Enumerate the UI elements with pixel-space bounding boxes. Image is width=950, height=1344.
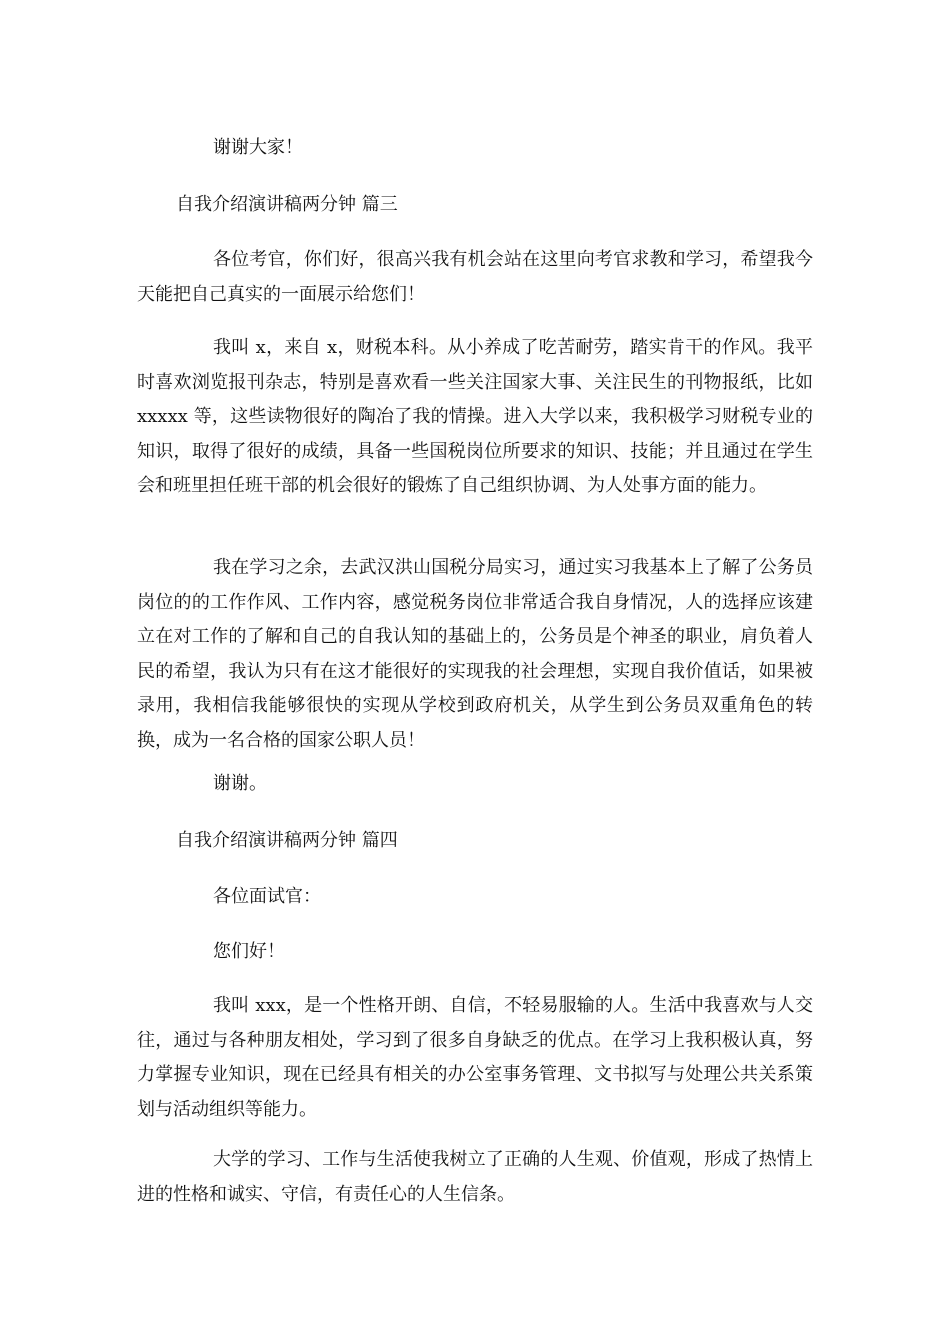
section3-paragraph-1: 各位考官，你们好，很高兴我有机会站在这里向考官求教和学习，希望我今天能把自己真实的一面展示给您们！ (137, 249, 813, 305)
section3-thanks: 谢谢。 (213, 773, 267, 794)
section4-hello: 您们好！ (213, 941, 285, 962)
section3-paragraph-2: 我叫 x，来自 x，财税本科。从小养成了吃苦耐劳，踏实肯干的作风。我平时喜欢浏览报刊杂志，特别是喜欢看一些关注国家大事、关注民生的刊物报纸，比如 xxxxx 等，这些读物很好的陶冶了我的情操。进入大学以来，我积极学习财税专业的知识，取得了很好的成绩，具备一些国税岗位所要求的知识、技能；并且通过在学生会和班里担任班干部的机会很好的锻炼了自己组织协调、为人处事方面的能力。 (137, 337, 813, 496)
section3-paragraph-3: 我在学习之余，去武汉洪山国税分局实习，通过实习我基本上了解了公务员岗位的的工作作风、工作内容，感觉税务岗位非常适合我自身情况，人的选择应该建立在对工作的了解和自己的自我认知的基础上的，公务员是个神圣的职业，肩负着人民的希望，我认为只有在这才能很好的实现我的社会理想，实现自我价值话，如果被录用，我相信我能够很快的实现从学校到政府机关，从学生到公务员双重角色的转换，成为一名合格的国家公职人员！ (137, 557, 813, 751)
section-title-3: 自我介绍演讲稿两分钟 篇三 (176, 194, 398, 215)
section4-paragraph-1: 我叫 xxx，是一个性格开朗、自信，不轻易服输的人。生活中我喜欢与人交往，通过与各种朋友相处，学习到了很多自身缺乏的优点。在学习上我积极认真，努力掌握专业知识，现在已经具有相关的办公室事务管理、文书拟写与处理公共关系策划与活动组织等能力。 (137, 995, 813, 1120)
section-title-4: 自我介绍演讲稿两分钟 篇四 (176, 830, 398, 851)
section4-paragraph-2: 大学的学习、工作与生活使我树立了正确的人生观、价值观，形成了热情上进的性格和诚实、守信，有责任心的人生信条。 (137, 1149, 813, 1205)
section4-greeting: 各位面试官： (213, 886, 321, 907)
closing-thanks-all: 谢谢大家！ (213, 137, 303, 158)
